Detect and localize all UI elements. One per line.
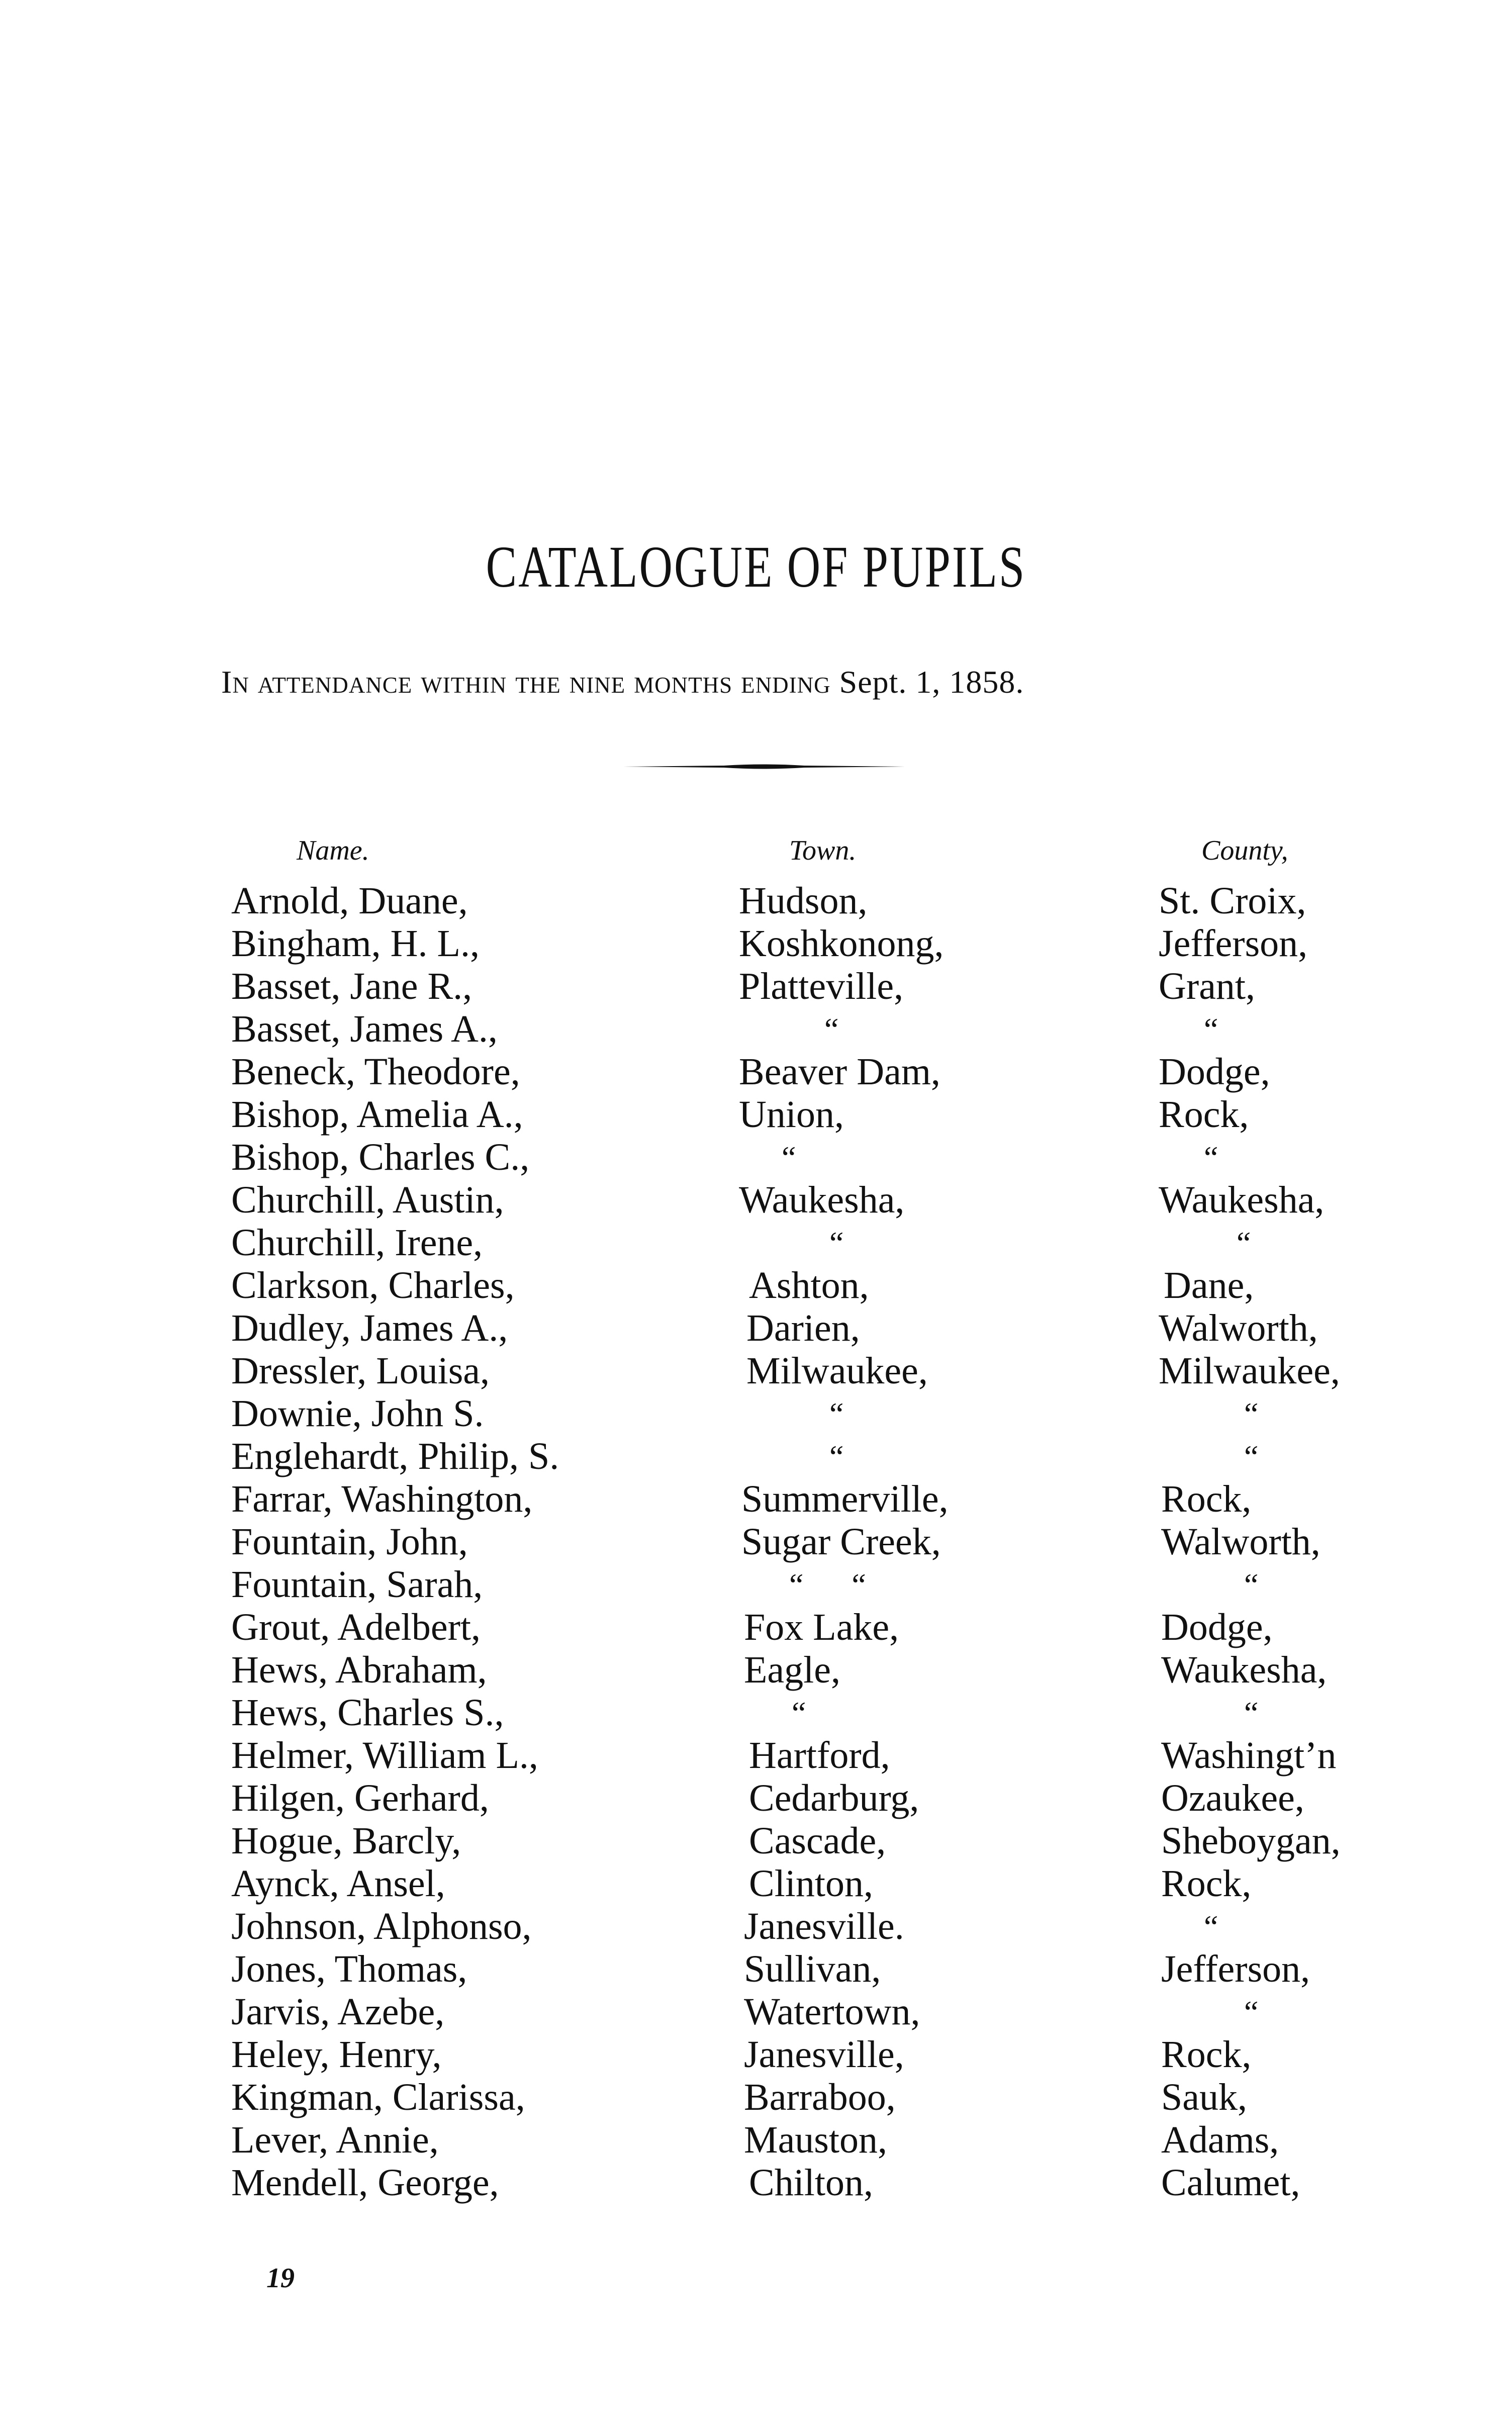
pupil-town: Cascade, bbox=[749, 1820, 886, 1862]
pupil-town: Barraboo, bbox=[744, 2076, 896, 2118]
table-row bbox=[0, 2119, 1512, 2162]
table-row bbox=[0, 1392, 1512, 1435]
table-row bbox=[0, 1905, 1512, 1948]
table-row bbox=[0, 2162, 1512, 2204]
pupil-county: Grant, bbox=[1159, 965, 1256, 1007]
pupil-town: Chilton, bbox=[749, 2162, 874, 2204]
pupil-town: “ bbox=[829, 1396, 844, 1432]
pupil-name: Arnold, Duane, bbox=[231, 880, 468, 922]
table-row bbox=[0, 2033, 1512, 2076]
pupil-town: Janesville, bbox=[744, 2033, 904, 2076]
pupil-county: Adams, bbox=[1161, 2119, 1279, 2161]
pupil-county: Rock, bbox=[1161, 2033, 1252, 2076]
pupil-county: Milwaukee, bbox=[1159, 1350, 1340, 1392]
pupil-name: Dressler, Louisa, bbox=[231, 1350, 490, 1392]
table-row bbox=[0, 1136, 1512, 1179]
pupil-town: Janesville. bbox=[744, 1905, 904, 1947]
table-row bbox=[0, 922, 1512, 965]
pupil-name: Bishop, Amelia A., bbox=[231, 1093, 523, 1136]
pupil-town: Ashton, bbox=[749, 1264, 869, 1306]
pupil-town: Hartford, bbox=[749, 1734, 890, 1777]
pupil-town: “ bbox=[829, 1439, 844, 1474]
pupil-name: Fountain, John, bbox=[231, 1521, 468, 1563]
pupil-county: “ bbox=[1204, 1909, 1218, 1944]
pupil-county: Rock, bbox=[1161, 1862, 1252, 1905]
table-row bbox=[0, 1307, 1512, 1350]
pupil-town: “ bbox=[782, 1140, 796, 1175]
column-header-town: Town. bbox=[789, 835, 857, 866]
table-row bbox=[0, 1093, 1512, 1136]
table-row bbox=[0, 1264, 1512, 1307]
pupil-name: Bishop, Charles C., bbox=[231, 1136, 530, 1178]
pupil-county: Walworth, bbox=[1161, 1521, 1320, 1563]
table-row bbox=[0, 1008, 1512, 1051]
column-header-county: County, bbox=[1201, 835, 1288, 866]
pupil-county: Dodge, bbox=[1161, 1606, 1273, 1648]
pupil-name: Kingman, Clarissa, bbox=[231, 2076, 525, 2118]
pupil-county: Waukesha, bbox=[1159, 1179, 1325, 1221]
pupil-name: Mendell, George, bbox=[231, 2162, 499, 2204]
decorative-rule bbox=[623, 763, 905, 770]
pupil-town: Sugar Creek, bbox=[741, 1521, 941, 1563]
pupil-town: Mauston, bbox=[744, 2119, 887, 2161]
pupil-county: Dane, bbox=[1164, 1264, 1254, 1306]
pupil-county: Rock, bbox=[1159, 1093, 1249, 1136]
pupil-county: Dodge, bbox=[1159, 1051, 1270, 1093]
pupil-county: Jefferson, bbox=[1161, 1948, 1310, 1990]
page-title: CATALOGUE OF PUPILS bbox=[486, 534, 1026, 600]
pupil-name: Farrar, Washington, bbox=[231, 1478, 533, 1520]
pupil-county: St. Croix, bbox=[1159, 880, 1306, 922]
pupil-town: Watertown, bbox=[744, 1991, 920, 2033]
pupil-town: Summerville, bbox=[741, 1478, 949, 1520]
pupil-county: “ bbox=[1204, 1011, 1218, 1047]
pupil-county: “ bbox=[1244, 1567, 1259, 1603]
table-row bbox=[0, 965, 1512, 1008]
pupil-town: Cedarburg, bbox=[749, 1777, 919, 1819]
pupil-town: Union, bbox=[739, 1093, 844, 1136]
pupil-county: Rock, bbox=[1161, 1478, 1252, 1520]
table-row bbox=[0, 1478, 1512, 1521]
pupil-town: “ “ bbox=[789, 1567, 866, 1603]
pupil-county: Walworth, bbox=[1159, 1307, 1318, 1349]
pupil-town: “ bbox=[824, 1011, 839, 1047]
pupil-town: Darien, bbox=[746, 1307, 860, 1349]
pupil-town: “ bbox=[792, 1695, 806, 1731]
column-header-name: Name. bbox=[297, 835, 369, 866]
pupil-county: Waukesha, bbox=[1161, 1649, 1327, 1691]
pupil-town: Platteville, bbox=[739, 965, 904, 1007]
pupil-county: “ bbox=[1204, 1140, 1218, 1175]
table-row bbox=[0, 1777, 1512, 1820]
pupil-name: Churchill, Irene, bbox=[231, 1222, 483, 1264]
pupil-name: Jones, Thomas, bbox=[231, 1948, 467, 1990]
pupil-table bbox=[0, 880, 1512, 2204]
pupil-county: Sauk, bbox=[1161, 2076, 1247, 2118]
table-row bbox=[0, 1991, 1512, 2033]
pupil-name: Englehardt, Philip, S. bbox=[231, 1435, 559, 1477]
pupil-name: Beneck, Theodore, bbox=[231, 1051, 520, 1093]
pupil-name: Heley, Henry, bbox=[231, 2033, 442, 2076]
pupil-county: Sheboygan, bbox=[1161, 1820, 1341, 1862]
pupil-name: Basset, Jane R., bbox=[231, 965, 472, 1007]
pupil-name: Basset, James A., bbox=[231, 1008, 498, 1050]
table-row bbox=[0, 1051, 1512, 1093]
pupil-town: Sullivan, bbox=[744, 1948, 881, 1990]
pupil-town: Koshkonong, bbox=[739, 922, 944, 965]
pupil-name: Hews, Abraham, bbox=[231, 1649, 487, 1691]
table-row bbox=[0, 1179, 1512, 1222]
pupil-name: Downie, John S. bbox=[231, 1392, 484, 1435]
pupil-county: “ bbox=[1237, 1225, 1251, 1261]
pupil-name: Johnson, Alphonso, bbox=[231, 1905, 532, 1947]
table-row bbox=[0, 1649, 1512, 1692]
table-row bbox=[0, 1563, 1512, 1606]
table-row bbox=[0, 1820, 1512, 1862]
table-row bbox=[0, 1862, 1512, 1905]
page-number: 19 bbox=[266, 2263, 295, 2294]
pupil-name: Jarvis, Azebe, bbox=[231, 1991, 445, 2033]
pupil-county: “ bbox=[1244, 1994, 1259, 2030]
pupil-name: Dudley, James A., bbox=[231, 1307, 508, 1349]
table-row bbox=[0, 2076, 1512, 2119]
pupil-county: “ bbox=[1244, 1396, 1259, 1432]
pupil-name: Clarkson, Charles, bbox=[231, 1264, 515, 1306]
table-row bbox=[0, 1692, 1512, 1734]
table-row bbox=[0, 1606, 1512, 1649]
table-row bbox=[0, 1350, 1512, 1392]
table-row bbox=[0, 880, 1512, 922]
pupil-town: Fox Lake, bbox=[744, 1606, 899, 1648]
pupil-county: Washingt’n bbox=[1161, 1734, 1337, 1777]
pupil-name: Hilgen, Gerhard, bbox=[231, 1777, 489, 1819]
pupil-county: Jefferson, bbox=[1159, 922, 1308, 965]
pupil-town: Eagle, bbox=[744, 1649, 841, 1691]
pupil-name: Fountain, Sarah, bbox=[231, 1563, 483, 1606]
pupil-name: Aynck, Ansel, bbox=[231, 1862, 445, 1905]
page-subtitle bbox=[221, 664, 1377, 701]
pupil-county: Ozaukee, bbox=[1161, 1777, 1304, 1819]
pupil-county: “ bbox=[1244, 1695, 1259, 1731]
pupil-town: “ bbox=[829, 1225, 844, 1261]
table-row bbox=[0, 1521, 1512, 1563]
pupil-town: Hudson, bbox=[739, 880, 868, 922]
pupil-name: Churchill, Austin, bbox=[231, 1179, 504, 1221]
pupil-name: Hews, Charles S., bbox=[231, 1692, 504, 1734]
pupil-name: Lever, Annie, bbox=[231, 2119, 439, 2161]
pupil-town: Waukesha, bbox=[739, 1179, 905, 1221]
pupil-county: Calumet, bbox=[1161, 2162, 1300, 2204]
subtitle-lead: In attendance within the nine months ending bbox=[221, 664, 831, 700]
pupil-town: Milwaukee, bbox=[746, 1350, 928, 1392]
table-row bbox=[0, 1435, 1512, 1478]
pupil-county: “ bbox=[1244, 1439, 1259, 1474]
subtitle-date: Sept. 1, 1858. bbox=[839, 664, 1024, 700]
pupil-name: Helmer, William L., bbox=[231, 1734, 538, 1777]
table-row bbox=[0, 1948, 1512, 1991]
pupil-name: Hogue, Barcly, bbox=[231, 1820, 461, 1862]
pupil-name: Grout, Adelbert, bbox=[231, 1606, 481, 1648]
pupil-town: Beaver Dam, bbox=[739, 1051, 940, 1093]
pupil-name: Bingham, H. L., bbox=[231, 922, 480, 965]
table-row bbox=[0, 1734, 1512, 1777]
table-row bbox=[0, 1222, 1512, 1264]
pupil-town: Clinton, bbox=[749, 1862, 874, 1905]
